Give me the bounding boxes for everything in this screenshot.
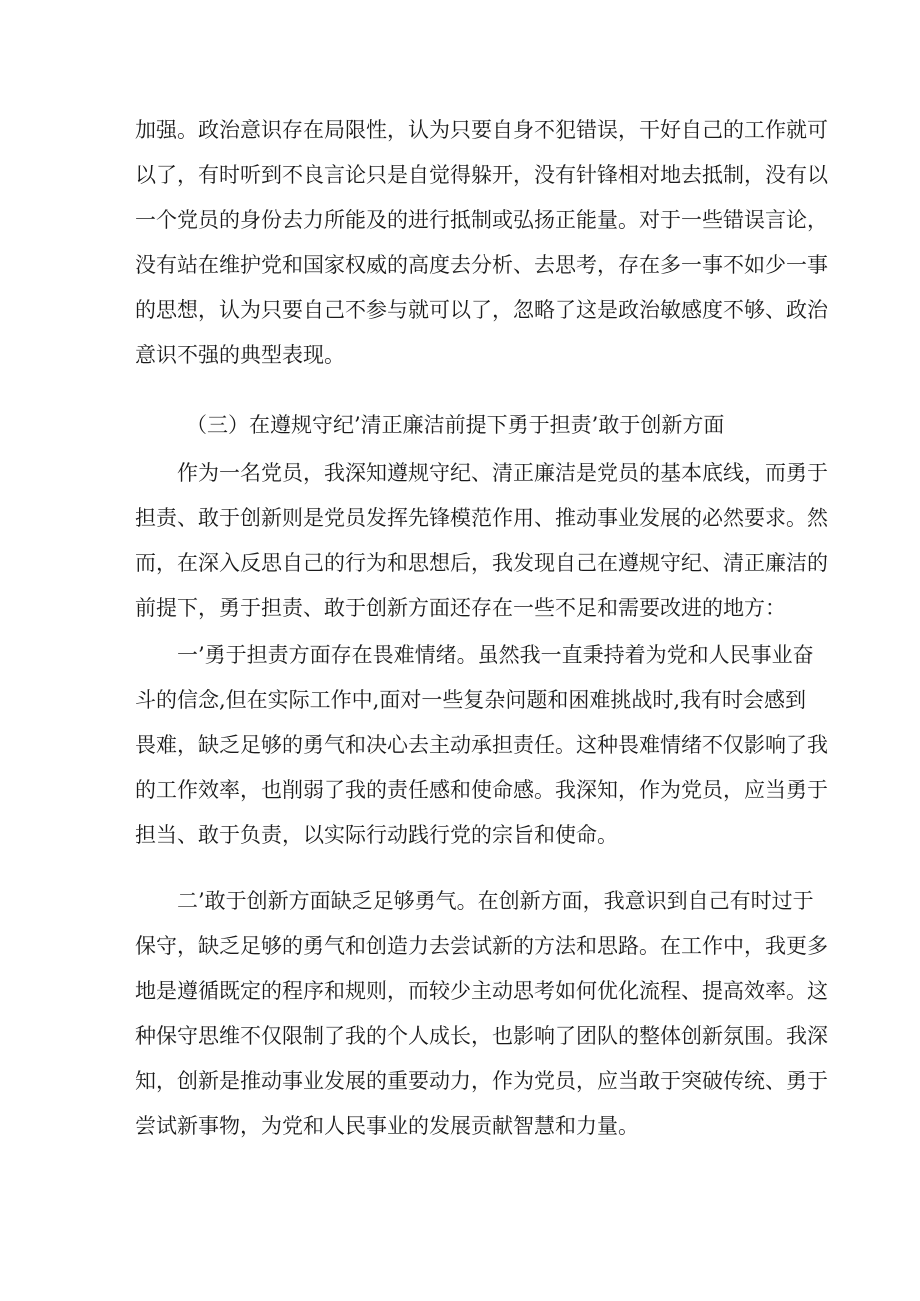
paragraph-line: 作为一名党员，我深知遵规守纪、清正廉洁是党员的基本底线，而勇于 (177, 461, 828, 485)
paragraph-line: 加强。政治意识存在局限性，认为只要自身不犯错误，干好自己的工作就可 (135, 118, 828, 142)
paragraph-line: 而，在深入反思自己的行为和思想后，我发现自己在遵规守纪、清正廉洁的 (135, 551, 828, 575)
paragraph-line: 以了，有时听到不良言论只是自觉得躲开，没有针锋相对地去抵制，没有以 (135, 163, 828, 187)
paragraph-line: 二’敢于创新方面缺乏足够勇气。在创新方面，我意识到自己有时过于 (177, 889, 814, 913)
paragraph-line: 前提下，勇于担责、敢于创新方面还存在一些不足和需要改进的地方： (135, 596, 786, 620)
paragraph-line: 的思想，认为只要自己不参与就可以了，忽略了这是政治敏感度不够、政治 (135, 298, 828, 322)
paragraph-innovation (135, 879, 828, 1149)
paragraph-line: 没有站在维护党和国家权威的高度去分析、去思考，存在多一事不如少一事 (135, 253, 828, 277)
paragraph-line: 地是遵循既定的程序和规则，而较少主动思考如何优化流程、提高效率。这 (135, 979, 828, 1003)
paragraph-line: 斗的信念,但在实际工作中,面对一些复杂问题和困难挑战时,我有时会感到 (135, 688, 807, 712)
paragraph-line: 一’勇于担责方面存在畏难情绪。虽然我一直秉持着为党和人民事业奋 (177, 643, 814, 667)
paragraph-intro (135, 451, 828, 631)
section-heading: （三）在遵规守纪’清正廉洁前提下勇于担责’敢于创新方面 (186, 413, 725, 437)
paragraph-line: 畏难，缺乏足够的勇气和决心去主动承担责任。这种畏难情绪不仅影响了我 (135, 733, 828, 757)
paragraph-line: 知，创新是推动事业发展的重要动力，作为党员，应当敢于突破传统、勇于 (135, 1069, 828, 1093)
paragraph-line: 的工作效率，也削弱了我的责任感和使命感。我深知，作为党员，应当勇于 (135, 778, 828, 802)
paragraph-line: 担责、敢于创新则是党员发挥先锋模范作用、推动事业发展的必然要求。然 (135, 506, 828, 530)
paragraph-line: 种保守思维不仅限制了我的个人成长，也影响了团队的整体创新氛围。我深 (135, 1024, 828, 1048)
paragraph-line: 一个党员的身份去力所能及的进行抵制或弘扬正能量。对于一些错误言论， (135, 208, 828, 232)
paragraph-responsibility (135, 633, 828, 858)
paragraph-line: 担当、敢于负责，以实际行动践行党的宗旨和使命。 (135, 823, 618, 847)
paragraph-political-awareness (135, 108, 828, 378)
paragraph-line: 尝试新事物，为党和人民事业的发展贡献智慧和力量。 (135, 1114, 639, 1138)
paragraph-line: 意识不强的典型表现。 (135, 343, 345, 367)
paragraph-line: 保守，缺乏足够的勇气和创造力去尝试新的方法和思路。在工作中，我更多 (135, 934, 828, 958)
